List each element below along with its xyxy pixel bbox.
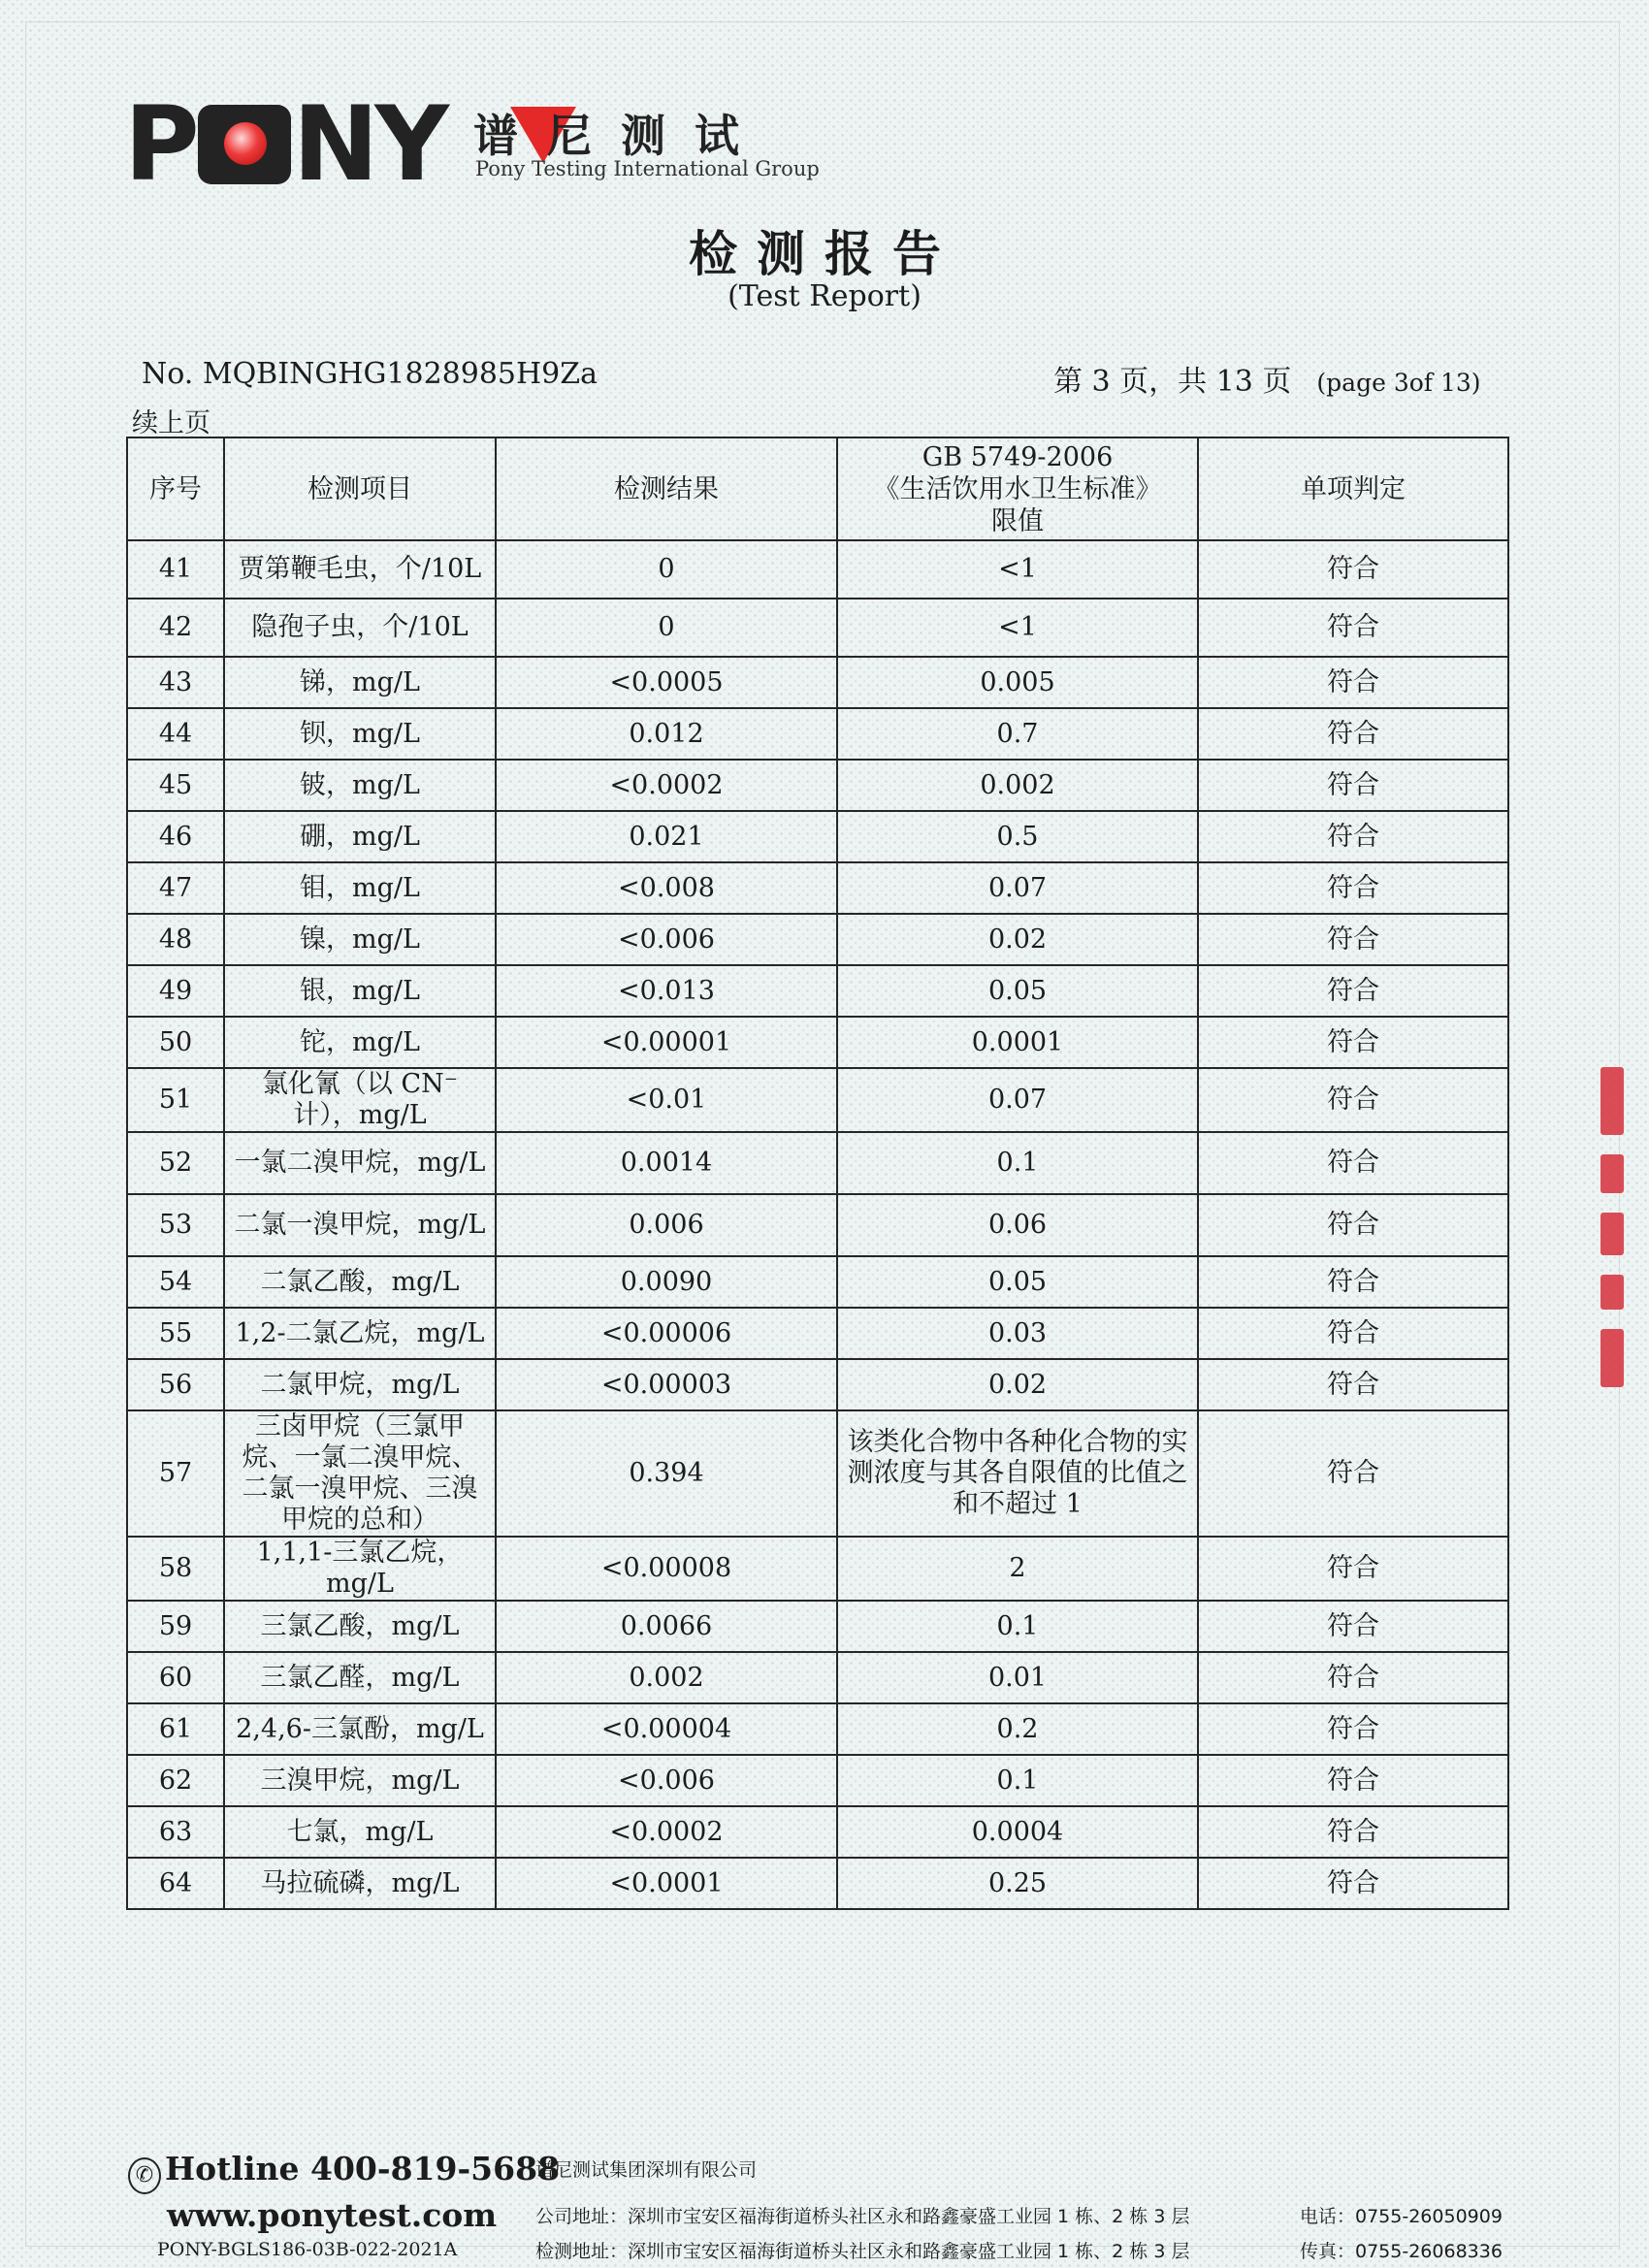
cell-judgement: 符合 xyxy=(1198,1652,1508,1703)
cell-item: 1,2-二氯乙烷，mg/L xyxy=(224,1308,496,1359)
cell-judgement: 符合 xyxy=(1198,1410,1508,1537)
cell-limit: 0.07 xyxy=(837,862,1198,914)
table-row xyxy=(127,599,1508,657)
cell-index: 47 xyxy=(127,862,224,914)
page-indicator-en: (page 3of 13) xyxy=(1316,369,1481,397)
cell-limit: 0.1 xyxy=(837,1755,1198,1806)
cell-item: 钡，mg/L xyxy=(224,708,496,760)
cell-index: 43 xyxy=(127,657,224,708)
cell-result: 0.394 xyxy=(496,1410,837,1537)
cell-limit: 0.5 xyxy=(837,811,1198,862)
cell-judgement: 符合 xyxy=(1198,1806,1508,1858)
cell-judgement: 符合 xyxy=(1198,1308,1508,1359)
cell-item: 钼，mg/L xyxy=(224,862,496,914)
logo-chinese-name: 谱尼测试 xyxy=(473,110,768,162)
table-row xyxy=(127,1132,1508,1194)
table-body xyxy=(127,540,1508,1909)
cell-limit: 0.05 xyxy=(837,1256,1198,1308)
cell-item: 三卤甲烷（三氯甲烷、一氯二溴甲烷、二氯一溴甲烷、三溴甲烷的总和） xyxy=(224,1410,496,1537)
cell-result: 0.012 xyxy=(496,708,837,760)
cell-result: 0.002 xyxy=(496,1652,837,1703)
cell-limit: 该类化合物中各种化合物的实测浓度与其各自限值的比值之和不超过 1 xyxy=(837,1410,1198,1537)
cell-index: 46 xyxy=(127,811,224,862)
cell-item: 二氯乙酸，mg/L xyxy=(224,1256,496,1308)
cell-index: 54 xyxy=(127,1256,224,1308)
cell-index: 61 xyxy=(127,1703,224,1755)
cell-index: 59 xyxy=(127,1601,224,1652)
test-address: 检测地址：深圳市宝安区福海街道桥头社区永和路鑫豪盛工业园 1 栋、2 栋 3 层 xyxy=(535,2241,1190,2262)
phone-icon: ✆ xyxy=(128,2157,161,2194)
cell-item: 1,1,1-三氯乙烷，mg/L xyxy=(224,1537,496,1601)
results-table xyxy=(126,437,1509,1910)
header-limit-standard-name: 《生活饮用水卫生标准》 xyxy=(873,473,1162,504)
cell-result: <0.0001 xyxy=(496,1858,837,1909)
table-row xyxy=(127,1858,1508,1909)
red-seal-stamp xyxy=(1600,1067,1624,1387)
cell-result: 0.006 xyxy=(496,1194,837,1256)
cell-limit: <1 xyxy=(837,540,1198,599)
cell-item: 三氯乙酸，mg/L xyxy=(224,1601,496,1652)
table-header-row xyxy=(127,437,1508,540)
table-row xyxy=(127,811,1508,862)
page-indicator xyxy=(1053,357,1481,400)
cell-item: 马拉硫磷，mg/L xyxy=(224,1858,496,1909)
header-result: 检测结果 xyxy=(496,437,837,540)
table-row xyxy=(127,1359,1508,1410)
cell-limit: 0.02 xyxy=(837,914,1198,965)
table-row xyxy=(127,1410,1508,1537)
cell-index: 64 xyxy=(127,1858,224,1909)
cell-judgement: 符合 xyxy=(1198,1068,1508,1132)
cell-judgement: 符合 xyxy=(1198,540,1508,599)
cell-judgement: 符合 xyxy=(1198,1601,1508,1652)
cell-limit: 0.01 xyxy=(837,1652,1198,1703)
cell-limit: <1 xyxy=(837,599,1198,657)
cell-limit: 0.005 xyxy=(837,657,1198,708)
cell-limit: 0.07 xyxy=(837,1068,1198,1132)
cell-result: 0.021 xyxy=(496,811,837,862)
table-row xyxy=(127,1703,1508,1755)
cell-index: 52 xyxy=(127,1132,224,1194)
cell-result: <0.00003 xyxy=(496,1359,837,1410)
cell-judgement: 符合 xyxy=(1198,1858,1508,1909)
logo-wordmark: P NY xyxy=(124,84,446,204)
table-row xyxy=(127,862,1508,914)
cell-item: 一氯二溴甲烷，mg/L xyxy=(224,1132,496,1194)
cell-item: 三氯乙醛，mg/L xyxy=(224,1652,496,1703)
cell-judgement: 符合 xyxy=(1198,1755,1508,1806)
cell-limit: 0.002 xyxy=(837,760,1198,811)
header-item: 检测项目 xyxy=(224,437,496,540)
cell-judgement: 符合 xyxy=(1198,1359,1508,1410)
cell-item: 二氯甲烷，mg/L xyxy=(224,1359,496,1410)
cell-item: 硼，mg/L xyxy=(224,811,496,862)
cell-limit: 0.25 xyxy=(837,1858,1198,1909)
cell-index: 62 xyxy=(127,1755,224,1806)
fax: 传真：0755-26068336 xyxy=(1300,2241,1503,2262)
cell-judgement: 符合 xyxy=(1198,914,1508,965)
cell-item: 氯化氰（以 CN⁻计），mg/L xyxy=(224,1068,496,1132)
header-judgement: 单项判定 xyxy=(1198,437,1508,540)
table-row xyxy=(127,760,1508,811)
table-row xyxy=(127,914,1508,965)
cell-limit: 0.1 xyxy=(837,1601,1198,1652)
continued-label: 续上页 xyxy=(132,408,210,438)
cell-judgement: 符合 xyxy=(1198,1256,1508,1308)
cell-result: <0.00004 xyxy=(496,1703,837,1755)
form-code: PONY-BGLS186-03B-022-2021A xyxy=(157,2239,458,2260)
logo-o-mark xyxy=(198,105,291,184)
telephone: 电话：0755-26050909 xyxy=(1300,2206,1503,2227)
cell-index: 50 xyxy=(127,1017,224,1068)
cell-index: 63 xyxy=(127,1806,224,1858)
hotline xyxy=(128,2150,560,2194)
cell-item: 铍，mg/L xyxy=(224,760,496,811)
cell-result: <0.01 xyxy=(496,1068,837,1132)
cell-index: 60 xyxy=(127,1652,224,1703)
header-limit xyxy=(837,437,1198,540)
cell-judgement: 符合 xyxy=(1198,1132,1508,1194)
cell-judgement: 符合 xyxy=(1198,1703,1508,1755)
cell-judgement: 符合 xyxy=(1198,657,1508,708)
table-row xyxy=(127,540,1508,599)
table-row xyxy=(127,1308,1508,1359)
cell-item: 七氯，mg/L xyxy=(224,1806,496,1858)
table-row xyxy=(127,1755,1508,1806)
cell-item: 银，mg/L xyxy=(224,965,496,1017)
cell-judgement: 符合 xyxy=(1198,1194,1508,1256)
cell-result: <0.0002 xyxy=(496,760,837,811)
cell-result: <0.00001 xyxy=(496,1017,837,1068)
cell-index: 48 xyxy=(127,914,224,965)
cell-index: 45 xyxy=(127,760,224,811)
cell-index: 49 xyxy=(127,965,224,1017)
cell-index: 56 xyxy=(127,1359,224,1410)
cell-item: 贾第鞭毛虫，个/10L xyxy=(224,540,496,599)
cell-result: <0.0005 xyxy=(496,657,837,708)
table-row xyxy=(127,657,1508,708)
hotline-text: Hotline 400-819-5688 xyxy=(165,2150,560,2187)
cell-item: 镍，mg/L xyxy=(224,914,496,965)
report-number: No. MQBINGHG1828985H9Za xyxy=(142,357,598,391)
header-limit-standard: GB 5749-2006 xyxy=(922,441,1114,472)
cell-result: 0 xyxy=(496,599,837,657)
cell-result: 0.0090 xyxy=(496,1256,837,1308)
cell-index: 51 xyxy=(127,1068,224,1132)
cell-limit: 0.7 xyxy=(837,708,1198,760)
header-limit-label: 限值 xyxy=(991,505,1044,536)
company-address: 公司地址：深圳市宝安区福海街道桥头社区永和路鑫豪盛工业园 1 栋、2 栋 3 层 xyxy=(535,2206,1190,2227)
cell-limit: 2 xyxy=(837,1537,1198,1601)
cell-result: <0.00006 xyxy=(496,1308,837,1359)
cell-result: 0 xyxy=(496,540,837,599)
cell-limit: 0.02 xyxy=(837,1359,1198,1410)
cell-limit: 0.06 xyxy=(837,1194,1198,1256)
cell-result: <0.00008 xyxy=(496,1537,837,1601)
table-row xyxy=(127,1068,1508,1132)
cell-item: 2,4,6-三氯酚，mg/L xyxy=(224,1703,496,1755)
table-row xyxy=(127,965,1508,1017)
cell-limit: 0.05 xyxy=(837,965,1198,1017)
cell-judgement: 符合 xyxy=(1198,811,1508,862)
cell-result: 0.0014 xyxy=(496,1132,837,1194)
cell-item: 铊，mg/L xyxy=(224,1017,496,1068)
cell-index: 57 xyxy=(127,1410,224,1537)
cell-result: <0.013 xyxy=(496,965,837,1017)
cell-index: 41 xyxy=(127,540,224,599)
cell-judgement: 符合 xyxy=(1198,1017,1508,1068)
table-row xyxy=(127,1652,1508,1703)
cell-result: 0.0066 xyxy=(496,1601,837,1652)
table-row xyxy=(127,1806,1508,1858)
cell-result: <0.006 xyxy=(496,1755,837,1806)
table-row xyxy=(127,1601,1508,1652)
cell-result: <0.006 xyxy=(496,914,837,965)
cell-judgement: 符合 xyxy=(1198,1537,1508,1601)
website: www.ponytest.com xyxy=(167,2196,498,2234)
table-row xyxy=(127,708,1508,760)
cell-judgement: 符合 xyxy=(1198,760,1508,811)
report-title-en: (Test Report) xyxy=(728,279,922,313)
header-index: 序号 xyxy=(127,437,224,540)
cell-limit: 0.2 xyxy=(837,1703,1198,1755)
cell-result: <0.008 xyxy=(496,862,837,914)
cell-limit: 0.1 xyxy=(837,1132,1198,1194)
cell-judgement: 符合 xyxy=(1198,965,1508,1017)
logo-english-name: Pony Testing International Group xyxy=(475,157,820,180)
cell-limit: 0.03 xyxy=(837,1308,1198,1359)
cell-judgement: 符合 xyxy=(1198,708,1508,760)
cell-index: 42 xyxy=(127,599,224,657)
cell-index: 58 xyxy=(127,1537,224,1601)
cell-limit: 0.0001 xyxy=(837,1017,1198,1068)
cell-index: 53 xyxy=(127,1194,224,1256)
report-title-cn: 检测报告 xyxy=(689,226,960,282)
page-indicator-cn: 第 3 页，共 13 页 xyxy=(1053,365,1292,399)
cell-index: 44 xyxy=(127,708,224,760)
table-row xyxy=(127,1256,1508,1308)
company-name: 谱尼测试集团深圳有限公司 xyxy=(535,2159,758,2181)
cell-item: 三溴甲烷，mg/L xyxy=(224,1755,496,1806)
cell-result: <0.0002 xyxy=(496,1806,837,1858)
cell-item: 锑，mg/L xyxy=(224,657,496,708)
table-row xyxy=(127,1194,1508,1256)
cell-index: 55 xyxy=(127,1308,224,1359)
cell-item: 二氯一溴甲烷，mg/L xyxy=(224,1194,496,1256)
cell-item: 隐孢子虫，个/10L xyxy=(224,599,496,657)
cell-judgement: 符合 xyxy=(1198,599,1508,657)
cell-limit: 0.0004 xyxy=(837,1806,1198,1858)
table-row xyxy=(127,1017,1508,1068)
table-row xyxy=(127,1537,1508,1601)
cell-judgement: 符合 xyxy=(1198,862,1508,914)
